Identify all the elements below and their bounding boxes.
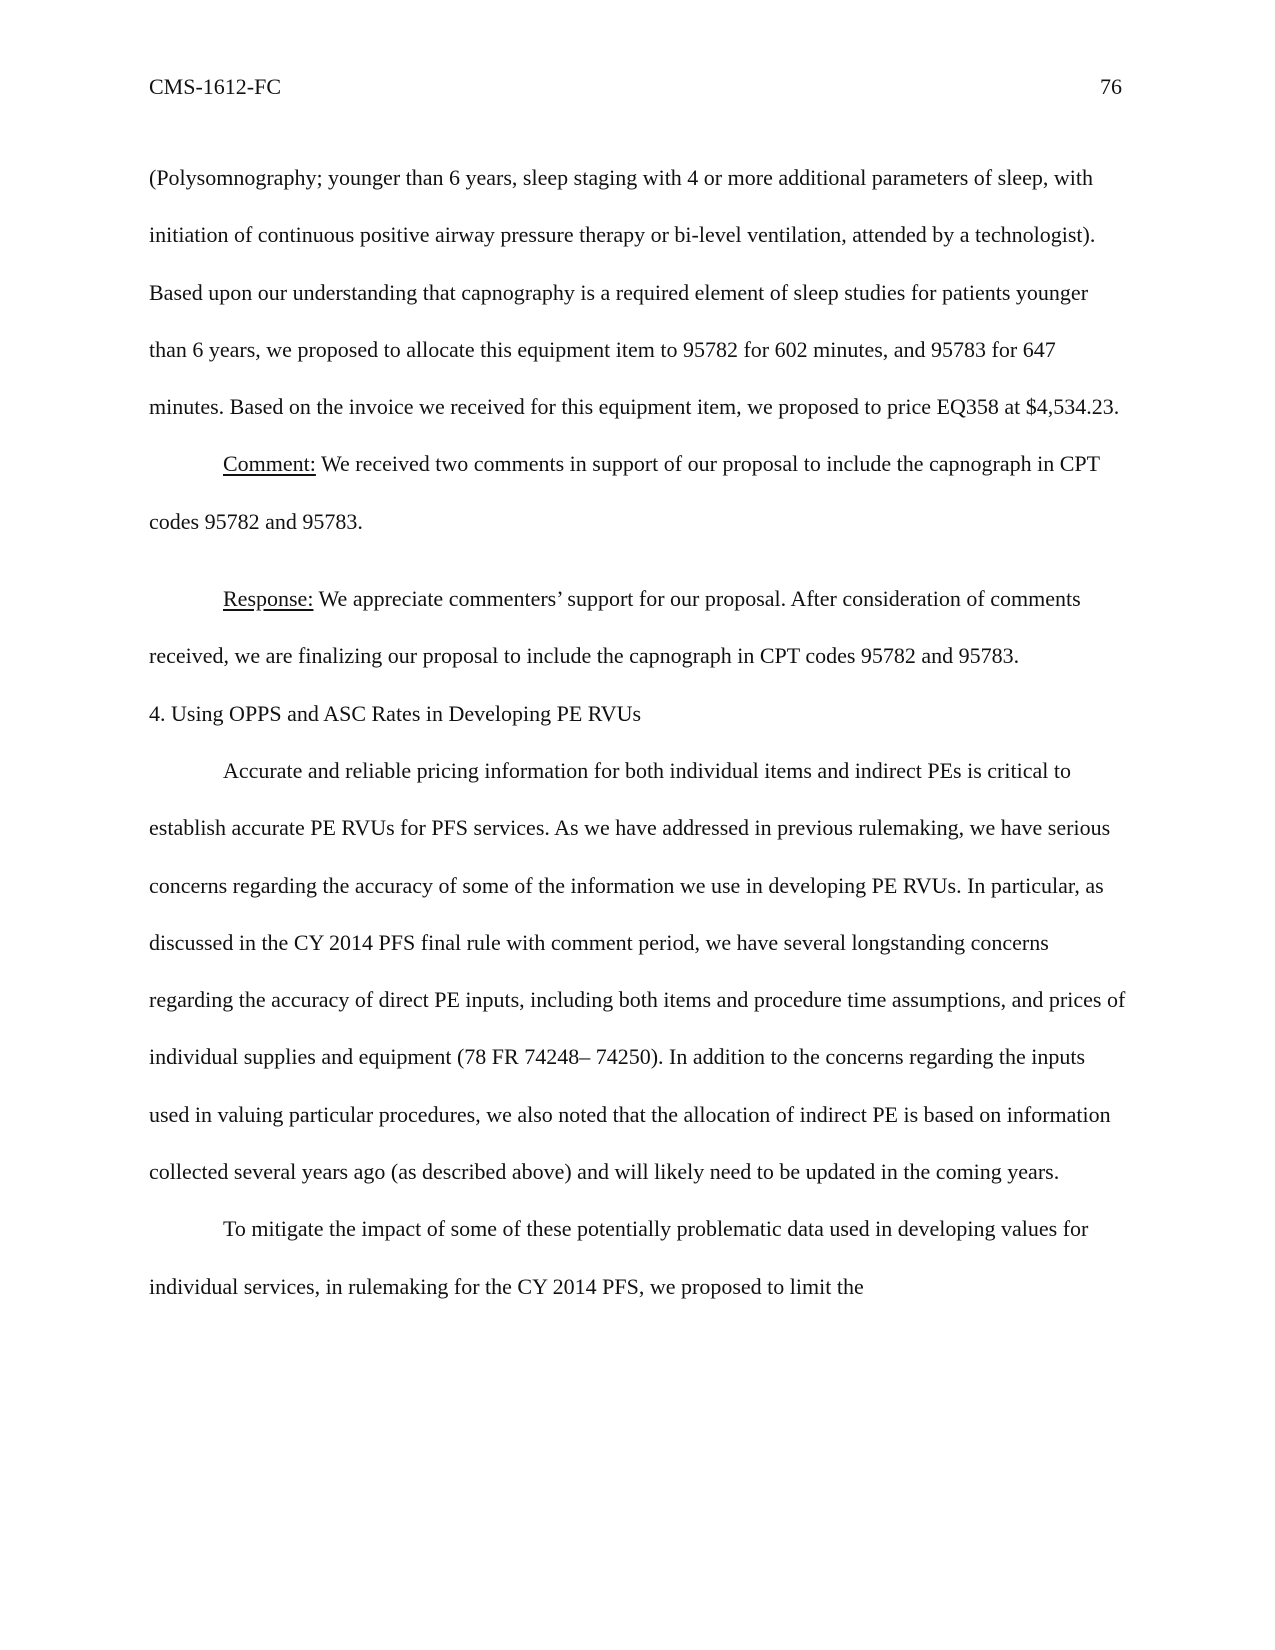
paragraph-polysomnography: (Polysomnography; younger than 6 years, sleep staging with 4 or more additional parameters of sleep, with initiation of continuous positive airway pressure therapy or bi-level ventilation, attended by a technologist). Based upon our understanding that capnography is a required element of sleep studies for patients younger than 6 years, we proposed to allocate this equipment item to 95782 for 602 minutes, and 95783 for 647 minutes. Based on the invoice we received for this equipment item, we proposed to price EQ358 at $4,534.23.	[149, 165, 1120, 420]
comment-text: We received two comments in support of our proposal to include the capnograph in CPT codes 95782 and 95783.	[149, 451, 1100, 534]
document-body	[149, 149, 1129, 1315]
response-paragraph	[149, 570, 1129, 685]
response-text: We appreciate commenters’ support for our proposal. After consideration of comments received, we are finalizing our proposal to include the capnograph in CPT codes 95782 and 95783.	[149, 586, 1081, 669]
comment-paragraph	[149, 435, 1129, 550]
paragraph-mitigate: To mitigate the impact of some of these potentially problematic data used in developing values for individual services, in rulemaking for the CY 2014 PFS, we proposed to limit the	[149, 1216, 1089, 1299]
paragraph-accurate-pricing: Accurate and reliable pricing information for both individual items and indirect PEs is critical to establish accurate PE RVUs for PFS services. As we have addressed in previous rulemaking, we have serious concerns regarding the accuracy of some of the information we use in developing PE RVUs. In particular, as discussed in the CY 2014 PFS final rule with comment period, we have several longstanding concerns regarding the accuracy of direct PE inputs, including both items and procedure time assumptions, and prices of individual supplies and equipment (78 FR 74248– 74250). In addition to the concerns regarding the inputs used in valuing particular procedures, we also noted that the allocation of indirect PE is based on information collected several years ago (as described above) and will likely need to be updated in the coming years.	[149, 757, 1126, 1185]
comment-label: Comment:	[223, 451, 316, 477]
section-heading: 4. Using OPPS and ASC Rates in Developing PE RVUs	[149, 700, 642, 726]
document-id: CMS-1612-FC	[149, 74, 282, 99]
response-label: Response:	[223, 586, 314, 612]
page-number: 76	[1100, 74, 1122, 99]
